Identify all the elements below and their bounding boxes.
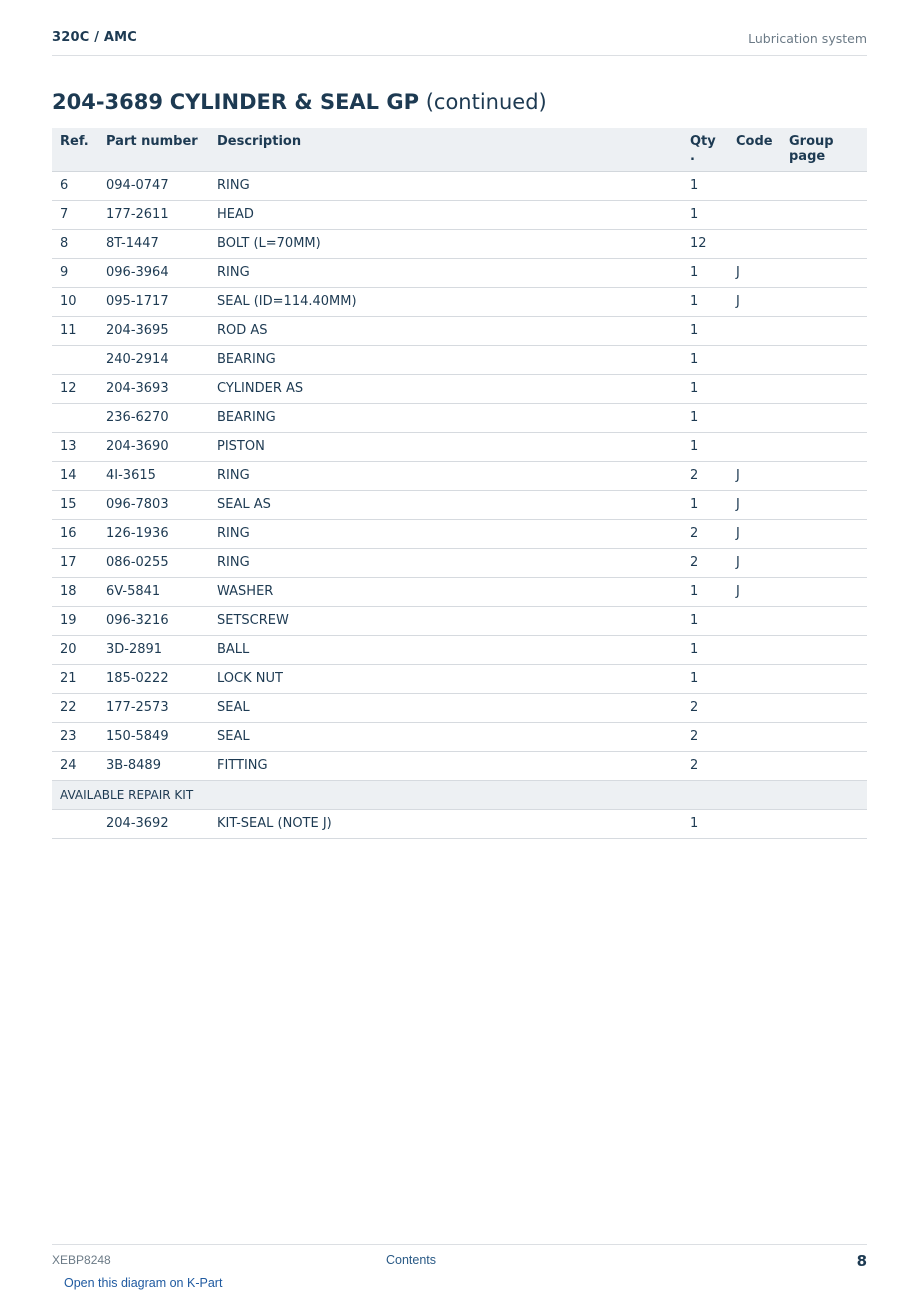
- kpart-diagram-link[interactable]: Open this diagram on K-Part: [64, 1276, 223, 1290]
- cell-description: CYLINDER AS: [209, 374, 682, 403]
- cell-part-number: 204-3693: [98, 374, 209, 403]
- cell-part-number: 086-0255: [98, 548, 209, 577]
- cell-part-number: 150-5849: [98, 722, 209, 751]
- cell-description: BEARING: [209, 403, 682, 432]
- col-header-code: Code: [728, 128, 781, 171]
- cell-group-page: [781, 287, 867, 316]
- parts-table: [52, 128, 867, 839]
- cell-group-page: [781, 693, 867, 722]
- cell-ref: [52, 403, 98, 432]
- cell-description: SETSCREW: [209, 606, 682, 635]
- cell-description: SEAL: [209, 693, 682, 722]
- table-row: [52, 606, 867, 635]
- page-title: [52, 90, 547, 114]
- cell-group-page: [781, 461, 867, 490]
- cell-part-number: 8T-1447: [98, 229, 209, 258]
- table-row: [52, 316, 867, 345]
- cell-description: SEAL: [209, 722, 682, 751]
- cell-part-number: 4I-3615: [98, 461, 209, 490]
- page-header: [52, 28, 867, 56]
- cell-part-number: 236-6270: [98, 403, 209, 432]
- table-row: [52, 577, 867, 606]
- table-row: [52, 490, 867, 519]
- cell-description: BOLT (L=70MM): [209, 229, 682, 258]
- cell-code: [728, 432, 781, 461]
- cell-part-number: 095-1717: [98, 287, 209, 316]
- cell-code: [728, 722, 781, 751]
- cell-part-number: 177-2573: [98, 693, 209, 722]
- table-row: [52, 635, 867, 664]
- cell-description: RING: [209, 548, 682, 577]
- cell-description: BALL: [209, 635, 682, 664]
- cell-ref: 24: [52, 751, 98, 780]
- cell-description: ROD AS: [209, 316, 682, 345]
- cell-ref: 21: [52, 664, 98, 693]
- table-row: [52, 461, 867, 490]
- cell-ref: 16: [52, 519, 98, 548]
- cell-part-number: 3B-8489: [98, 751, 209, 780]
- cell-ref: 15: [52, 490, 98, 519]
- cell-ref: 6: [52, 171, 98, 200]
- title-suffix: (continued): [425, 90, 547, 114]
- cell-ref: 22: [52, 693, 98, 722]
- cell-group-page: [781, 577, 867, 606]
- cell-ref: 20: [52, 635, 98, 664]
- cell-description: WASHER: [209, 577, 682, 606]
- cell-code: J: [728, 461, 781, 490]
- cell-part-number: 094-0747: [98, 171, 209, 200]
- cell-qty: 1: [682, 490, 728, 519]
- group-header-line2: page: [789, 149, 826, 164]
- cell-group-page: [781, 635, 867, 664]
- cell-description: RING: [209, 519, 682, 548]
- cell-code: [728, 664, 781, 693]
- cell-description: HEAD: [209, 200, 682, 229]
- cell-ref: 14: [52, 461, 98, 490]
- page-footer: [52, 1244, 867, 1275]
- col-header-group-page: [781, 128, 867, 171]
- cell-code: [728, 809, 781, 838]
- cell-qty: 2: [682, 693, 728, 722]
- cell-part-number: 240-2914: [98, 345, 209, 374]
- col-header-description: Description: [209, 128, 682, 171]
- cell-ref: 17: [52, 548, 98, 577]
- col-header-part-number: Part number: [98, 128, 209, 171]
- cell-code: [728, 345, 781, 374]
- cell-description: SEAL AS: [209, 490, 682, 519]
- cell-ref: [52, 809, 98, 838]
- section-name: Lubrication system: [748, 31, 867, 46]
- cell-qty: 2: [682, 722, 728, 751]
- cell-qty: 1: [682, 606, 728, 635]
- cell-code: [728, 693, 781, 722]
- contents-link[interactable]: Contents: [386, 1253, 437, 1267]
- page-number: 8: [856, 1252, 867, 1270]
- cell-part-number: 096-3216: [98, 606, 209, 635]
- cell-qty: 1: [682, 809, 728, 838]
- cell-part-number: 096-7803: [98, 490, 209, 519]
- cell-qty: 1: [682, 171, 728, 200]
- table-row: [52, 693, 867, 722]
- cell-qty: 2: [682, 461, 728, 490]
- cell-group-page: [781, 403, 867, 432]
- table-row: [52, 229, 867, 258]
- cell-part-number: 185-0222: [98, 664, 209, 693]
- cell-group-page: [781, 751, 867, 780]
- qty-header-line2: .: [690, 149, 695, 164]
- cell-qty: 1: [682, 345, 728, 374]
- cell-ref: 13: [52, 432, 98, 461]
- cell-group-page: [781, 316, 867, 345]
- cell-group-page: [781, 345, 867, 374]
- title-name: CYLINDER & SEAL GP: [169, 90, 420, 114]
- cell-ref: [52, 345, 98, 374]
- cell-description: FITTING: [209, 751, 682, 780]
- cell-qty: 12: [682, 229, 728, 258]
- group-header-line1: Group: [789, 134, 834, 149]
- table-row: [52, 548, 867, 577]
- cell-description: KIT-SEAL (NOTE J): [209, 809, 682, 838]
- cell-qty: 1: [682, 287, 728, 316]
- cell-code: J: [728, 548, 781, 577]
- cell-ref: 19: [52, 606, 98, 635]
- cell-description: RING: [209, 171, 682, 200]
- cell-qty: 1: [682, 664, 728, 693]
- table-row: [52, 751, 867, 780]
- cell-part-number: 3D-2891: [98, 635, 209, 664]
- cell-qty: 2: [682, 751, 728, 780]
- table-row: [52, 432, 867, 461]
- table-row: [52, 374, 867, 403]
- cell-qty: 1: [682, 316, 728, 345]
- table-header: [52, 128, 867, 171]
- cell-group-page: [781, 374, 867, 403]
- table-row: [52, 403, 867, 432]
- cell-code: J: [728, 490, 781, 519]
- cell-code: [728, 200, 781, 229]
- kit-section-heading: AVAILABLE REPAIR KIT: [52, 780, 867, 809]
- cell-part-number: 204-3692: [98, 809, 209, 838]
- cell-ref: 8: [52, 229, 98, 258]
- cell-group-page: [781, 606, 867, 635]
- cell-ref: 18: [52, 577, 98, 606]
- cell-group-page: [781, 519, 867, 548]
- cell-part-number: 6V-5841: [98, 577, 209, 606]
- table-row: [52, 200, 867, 229]
- cell-code: J: [728, 287, 781, 316]
- cell-code: [728, 171, 781, 200]
- cell-code: [728, 606, 781, 635]
- cell-qty: 1: [682, 258, 728, 287]
- cell-group-page: [781, 490, 867, 519]
- cell-code: [728, 751, 781, 780]
- cell-description: SEAL (ID=114.40MM): [209, 287, 682, 316]
- cell-group-page: [781, 809, 867, 838]
- qty-header-line1: Qty: [690, 134, 716, 149]
- table-body: [52, 171, 867, 838]
- table-row: [52, 345, 867, 374]
- cell-description: RING: [209, 461, 682, 490]
- cell-qty: 1: [682, 432, 728, 461]
- cell-code: [728, 403, 781, 432]
- cell-code: [728, 635, 781, 664]
- cell-code: [728, 316, 781, 345]
- cell-ref: 9: [52, 258, 98, 287]
- kit-row: [52, 809, 867, 838]
- cell-code: [728, 374, 781, 403]
- cell-group-page: [781, 229, 867, 258]
- cell-code: J: [728, 519, 781, 548]
- cell-qty: 1: [682, 577, 728, 606]
- cell-part-number: 177-2611: [98, 200, 209, 229]
- cell-description: PISTON: [209, 432, 682, 461]
- cell-group-page: [781, 432, 867, 461]
- cell-description: BEARING: [209, 345, 682, 374]
- cell-ref: 12: [52, 374, 98, 403]
- breadcrumb: 320C / AMC: [52, 30, 138, 45]
- cell-qty: 1: [682, 403, 728, 432]
- cell-qty: 2: [682, 519, 728, 548]
- cell-description: RING: [209, 258, 682, 287]
- cell-group-page: [781, 200, 867, 229]
- cell-code: J: [728, 577, 781, 606]
- cell-part-number: 096-3964: [98, 258, 209, 287]
- cell-ref: 10: [52, 287, 98, 316]
- table-row: [52, 171, 867, 200]
- cell-group-page: [781, 664, 867, 693]
- cell-part-number: 126-1936: [98, 519, 209, 548]
- kit-section-row: [52, 780, 867, 809]
- cell-code: [728, 229, 781, 258]
- document-id: XEBP8248: [52, 1253, 111, 1267]
- cell-group-page: [781, 722, 867, 751]
- cell-code: J: [728, 258, 781, 287]
- col-header-qty: [682, 128, 728, 171]
- table-row: [52, 519, 867, 548]
- cell-ref: 11: [52, 316, 98, 345]
- table-row: [52, 287, 867, 316]
- cell-ref: 7: [52, 200, 98, 229]
- cell-part-number: 204-3695: [98, 316, 209, 345]
- title-part-number: 204-3689: [52, 90, 163, 114]
- table-row: [52, 664, 867, 693]
- cell-qty: 1: [682, 374, 728, 403]
- cell-qty: 2: [682, 548, 728, 577]
- col-header-ref: Ref.: [52, 128, 98, 171]
- cell-qty: 1: [682, 200, 728, 229]
- cell-description: LOCK NUT: [209, 664, 682, 693]
- cell-qty: 1: [682, 635, 728, 664]
- table-row: [52, 722, 867, 751]
- cell-ref: 23: [52, 722, 98, 751]
- cell-group-page: [781, 548, 867, 577]
- cell-group-page: [781, 171, 867, 200]
- cell-part-number: 204-3690: [98, 432, 209, 461]
- table-row: [52, 258, 867, 287]
- cell-group-page: [781, 258, 867, 287]
